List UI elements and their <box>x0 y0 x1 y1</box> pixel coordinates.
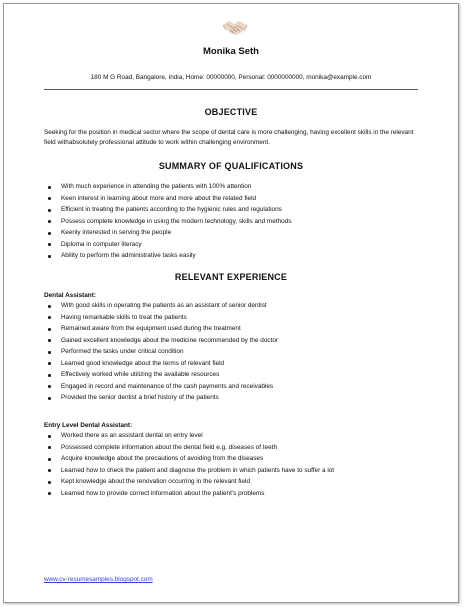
list-item: Learned how to check the patient and diagnose the problem in which patients have to suffer a lot <box>44 465 418 477</box>
list-item: Possessed complete information about the dental field e.g. diseases of teeth <box>44 442 418 454</box>
contact-line: 180 M G Road, Bangalore, India, Home: 00000000, Personal: 0000000000, monika@example.com <box>90 74 372 81</box>
list-item: Keenly interested in serving the people <box>44 227 418 239</box>
objective-heading: OBJECTIVE <box>204 107 258 117</box>
list-item: With good skills in operating the patients as an assistant of senior dentist <box>44 300 418 312</box>
job-title: Dental Assistant: <box>44 292 96 299</box>
job-duties-list <box>44 300 418 404</box>
list-item: Efficient in treating the patients according to the hygienic rules and regulations <box>44 204 418 216</box>
list-item: Engaged in record and maintenance of the cash payments and receivables <box>44 381 418 393</box>
list-item: Kept knowledge about the renovation occurring in the relevant field <box>44 476 418 488</box>
list-item: Provided the senior dentist a brief history of the patients <box>44 392 418 404</box>
list-item: Acquire knowledge about the precautions of avoiding from the diseases <box>44 453 418 465</box>
handshake-icon <box>222 16 248 38</box>
experience-heading: RELEVANT EXPERIENCE <box>174 272 288 282</box>
list-item: Ability to perform the administrative tasks easily <box>44 250 418 262</box>
job-title: Entry Level Dental Assistant: <box>44 422 133 429</box>
summary-heading: SUMMARY OF QUALIFICATIONS <box>158 161 304 171</box>
list-item: Gained excellent knowledge about the medicine recommended by the doctor <box>44 335 418 347</box>
list-item: Keen interest in learning about more and more about the related field <box>44 193 418 205</box>
summary-list <box>44 181 418 262</box>
resume-page <box>3 3 459 603</box>
objective-text: Seeking for the position in medical sector where the scope of dental care is more challenging, having excellent skills in the relevant field withabsolutely professional attitude to work within challenging environment. <box>44 129 414 146</box>
list-item: Remained aware from the equipment used during the treatment <box>44 323 418 335</box>
footer-link[interactable]: www.cv-resumesamples.blogspot.com <box>44 576 153 583</box>
list-item: Learned how to provide correct information about the patient’s problems <box>44 488 418 500</box>
candidate-name: Monika Seth <box>203 46 259 57</box>
list-item: Having remarkable skills to treat the patients <box>44 312 418 324</box>
job-duties-list <box>44 430 418 499</box>
list-item: Diploma in computer literacy <box>44 239 418 251</box>
list-item: Learned good knowledge about the terms of relevant field <box>44 358 418 370</box>
list-item: Possess complete knowledge in using the modern technology, skills and methods <box>44 216 418 228</box>
list-item: With much experience in attending the patients with 100% attention <box>44 181 418 193</box>
header-divider <box>44 89 418 90</box>
list-item: Performed the tasks under critical condition <box>44 346 418 358</box>
list-item: Effectively worked while utilizing the available resources <box>44 369 418 381</box>
list-item: Worked there as an assistant dental on entry level <box>44 430 418 442</box>
